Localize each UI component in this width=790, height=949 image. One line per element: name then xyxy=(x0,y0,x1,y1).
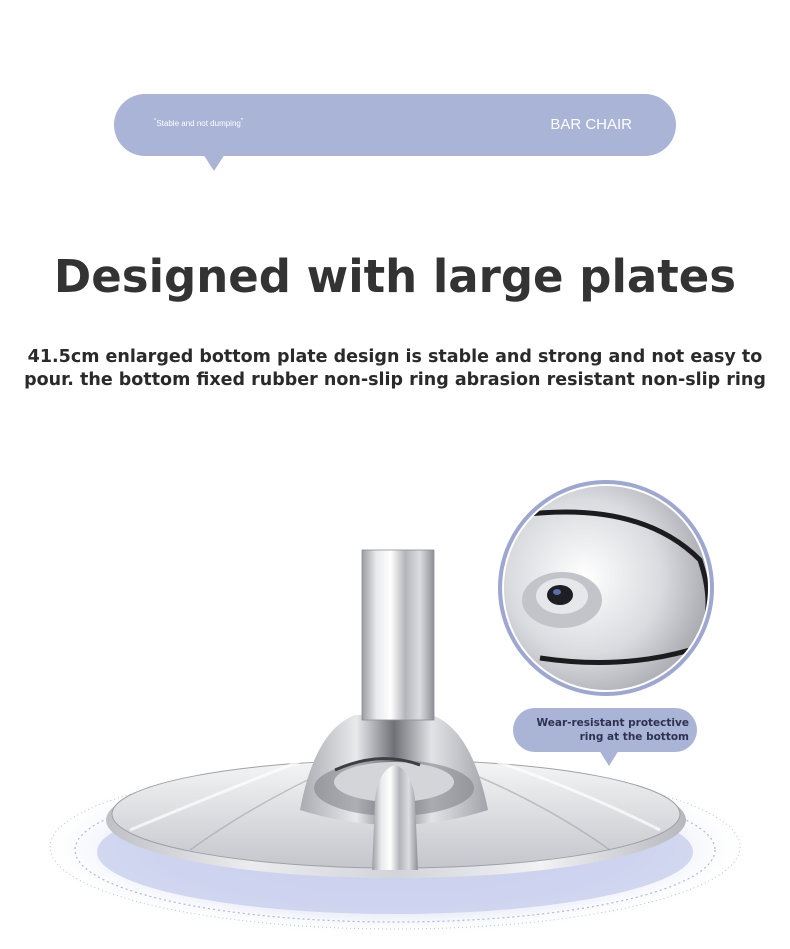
callout-line-2: ring at the bottom xyxy=(579,731,689,743)
callout-pointer xyxy=(599,750,619,766)
callout-badge xyxy=(513,708,697,752)
banner-tagline: “Stable and not dumping” xyxy=(154,118,244,128)
banner-tagline-text: Stable and not dumping xyxy=(156,119,241,128)
callout-text xyxy=(519,716,689,744)
product-image xyxy=(0,420,790,949)
headline: Designed with large plates xyxy=(53,250,737,303)
top-banner xyxy=(114,94,676,156)
banner-pointer xyxy=(203,154,225,171)
description: 41.5cm enlarged bottom plate design is stable and strong and not easy to pour. the bottom fixed rubber non-slip ring abrasion resistant non-slip ring xyxy=(24,347,766,390)
banner-label: BAR CHAIR xyxy=(550,116,632,133)
callout-line-1: Wear-resistant protective xyxy=(536,717,689,729)
